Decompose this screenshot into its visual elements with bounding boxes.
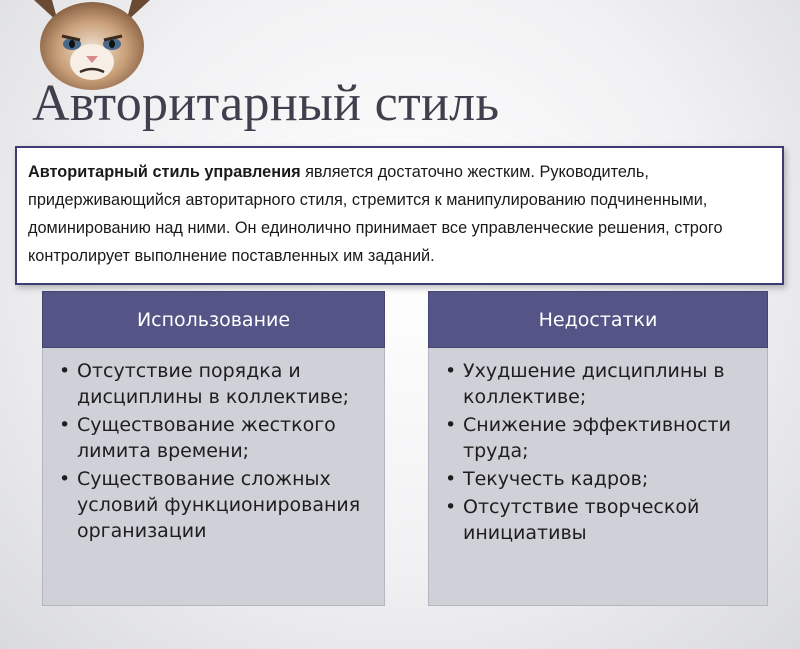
drawbacks-panel-heading: Недостатки [428,291,768,348]
list-item: • Снижение эффективности труда; [443,412,753,464]
intro-text-box [15,146,784,285]
usage-panel-body [42,348,385,606]
drawbacks-list [443,358,753,546]
usage-list [57,358,370,544]
usage-panel-heading: Использование [42,291,385,348]
intro-bold-term: Авторитарный стиль управления [28,163,301,181]
list-item: • Отсутствие творческой инициативы [443,494,753,546]
list-item: • Текучесть кадров; [443,466,753,492]
drawbacks-panel-body [428,348,768,606]
list-item: • Отсутствие порядка и дисциплины в коллективе; [57,358,370,410]
usage-panel [42,291,385,606]
list-item: • Ухудшение дисциплины в коллективе; [443,358,753,410]
list-item: • Существование сложных условий функционирования организации [57,466,370,544]
slide-title: Авторитарный стиль [32,75,500,132]
list-item: • Существование жесткого лимита времени; [57,412,370,464]
intro-text: является достаточно жестким. Руководитель, придерживающийся авторитарного стиля, стремится к манипулированию подчиненными, доминированию над ними. Он единолично принимает все управленческие решения, строго контролирует выполнение поставленных им заданий. [28,163,723,265]
drawbacks-panel [428,291,768,606]
